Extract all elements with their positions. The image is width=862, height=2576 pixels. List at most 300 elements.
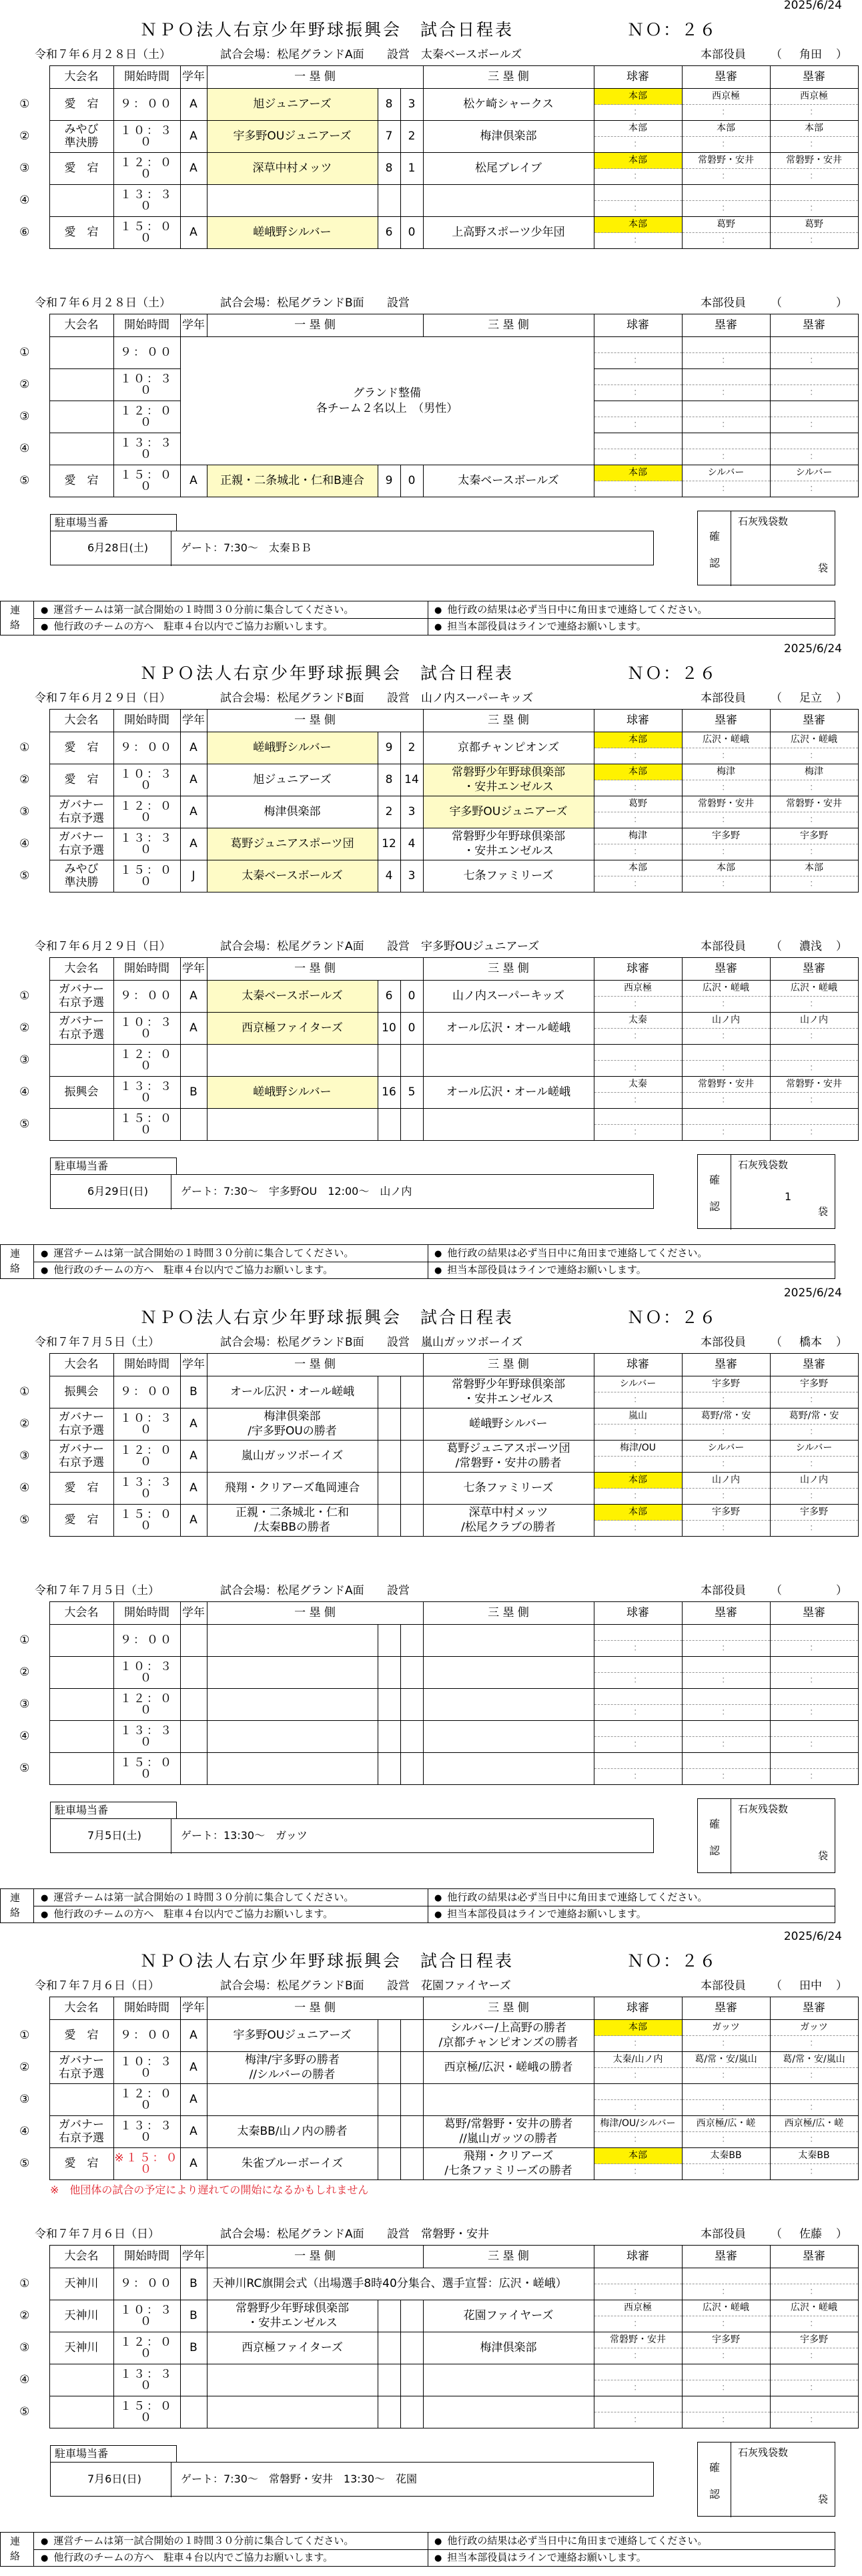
umpire-team: 広沢・嵯峨 [771,981,858,997]
doc-number: ＮＯ：２６ [627,664,718,683]
third-base-score: 0 [400,217,423,249]
bullet-icon: ● [434,1249,442,1259]
schedule-block [0,1581,862,1782]
setup-team: 設営 嵐山ガッツボーイズ [387,1336,523,1349]
umpire-team [683,433,770,449]
umpire-team: 西京極 [771,89,858,105]
base-umpire-cell [682,2332,770,2364]
confirm-char: 認 [709,2488,721,2501]
tournament-name [49,1689,113,1721]
umpire-team: 太秦 [594,1077,682,1093]
umpire-name-slot: ： [809,1707,819,1718]
tournament-name: 愛 宕 [49,2020,113,2052]
umpire-name-slot: ： [809,846,819,858]
third-base-score [400,2332,423,2364]
col-header-base-umpire: 塁審 [770,1354,858,1376]
base-umpire-cell [682,1013,770,1045]
umpire-team [771,1721,858,1737]
match-number: ① [0,2020,49,2052]
table-row [0,1689,858,1721]
umpire-name-slot: ： [721,2318,731,2330]
schedule-block [0,294,862,494]
umpire-team [771,2084,858,2100]
grade: B [180,2268,207,2300]
confirm-char: 認 [709,557,721,569]
tournament-name: 愛 宕 [49,732,113,764]
paren-close: ） [836,692,847,705]
third-base-team: 花園ファイヤーズ [423,2300,594,2332]
start-time: １３：３０ [113,433,180,465]
confirm-char: 確 [709,2461,721,2474]
col-header-base-umpire: 塁審 [682,2246,770,2268]
col-header-tournament: 大会名 [49,1997,113,2020]
umpire-team: 広沢・嵯峨 [683,732,770,748]
bullet-icon: ● [434,1910,442,1920]
base-umpire-cell [682,2052,770,2084]
match-number: ③ [0,153,49,185]
notes-label [1,1889,34,1922]
day-section [0,643,862,1287]
grade: B [180,2300,207,2332]
umpire-name-slot: ： [633,2382,642,2394]
match-number: ③ [0,1689,49,1721]
home-umpire-cell [594,217,682,249]
start-time: １２：００ [113,1045,180,1077]
base-umpire-cell [770,828,858,860]
umpire-name-slot: ： [721,1127,731,1138]
umpire-team: 広沢・嵯峨 [683,2300,770,2316]
col-header-start-time: 開始時間 [113,314,180,337]
lime-bag-check [697,511,835,585]
umpire-name-slot: ： [809,2134,819,2145]
col-header-base-umpire: 塁審 [770,710,858,732]
lime-bag-check [697,1798,835,1873]
tournament-name: 愛 宕 [49,764,113,796]
schedule-table [0,957,859,1141]
note-text: 担当本部役員はラインで連絡お願いします。 [447,1908,646,1920]
umpire-team: 葛/常・安/嵐山 [683,2052,770,2068]
document-date: 2025/6/24 [783,0,842,12]
officer-label: 本部役員 [701,1584,746,1597]
setup-team: 設営 花園ファイヤーズ [387,1979,511,1993]
umpire-name-slot: ： [721,139,731,150]
home-umpire-cell [594,401,682,433]
start-time: １０：３０ [113,2052,180,2084]
base-umpire-cell [682,153,770,185]
umpire-name-slot: ： [809,1459,819,1470]
tournament-name: 愛 宕 [49,153,113,185]
home-umpire-cell [594,796,682,828]
first-base-score [378,2084,400,2116]
col-header-no [0,1602,49,1625]
grade: A [180,2020,207,2052]
table-row [0,185,858,217]
note-text: 他行政の結果は必ず当日中に角田まで連絡してください。 [447,1247,708,1259]
contact-notes [0,1244,835,1279]
umpire-team [683,2084,770,2100]
umpire-team: 本部 [594,2020,682,2036]
table-row [0,1408,858,1441]
match-number: ④ [0,2116,49,2148]
base-umpire-cell [682,1505,770,1537]
base-umpire-cell [682,732,770,764]
tournament-name [49,2396,113,2428]
tournament-name: ガバナー 右京予選 [49,981,113,1013]
umpire-name-slot: ： [809,2382,819,2394]
lime-unit: 袋 [817,562,828,574]
table-row [0,796,858,828]
match-number: ② [0,369,49,401]
home-umpire-cell [594,2148,682,2180]
umpire-team [594,1689,682,1705]
home-umpire-cell [594,2364,682,2396]
umpire-team [771,1657,858,1673]
match-number: ① [0,337,49,369]
umpire-team [594,2084,682,2100]
start-time: １０：３０ [113,764,180,796]
umpire-name-slot: ： [809,1127,819,1138]
table-row [0,1109,858,1141]
umpire-team [771,433,858,449]
home-umpire-cell [594,1473,682,1505]
umpire-name-slot: ： [633,1394,642,1406]
tournament-name [49,369,113,401]
note-text: 他行政の結果は必ず当日中に角田まで連絡してください。 [447,2535,708,2547]
tournament-name: 愛 宕 [49,217,113,249]
base-umpire-cell [682,828,770,860]
home-umpire-cell [594,1013,682,1045]
tournament-name: みやび 準決勝 [49,121,113,153]
umpire-name-slot: ： [809,139,819,150]
match-number: ① [0,1376,49,1408]
table-row [0,2020,858,2052]
col-header-third-base: 三 塁 側 [423,2246,594,2268]
third-base-score: 3 [400,89,423,121]
first-base-score [378,2300,400,2332]
note-item [41,1909,333,1919]
third-base-team: 京都チャンピオンズ [423,732,594,764]
umpire-team [594,337,682,353]
note-text: 運営チームは第一試合開始の１時間３０分前に集合してください。 [53,603,354,615]
match-venue: 試合会場：松尾グランドB面 [220,692,364,705]
grade: A [180,1013,207,1045]
confirm-char: 認 [709,1844,721,1857]
table-row [0,828,858,860]
umpire-team [683,401,770,417]
home-umpire-cell [594,1408,682,1441]
first-base-team: 太秦ベースボールズ [207,981,378,1013]
umpire-name-slot: ： [809,782,819,794]
base-umpire-cell [770,89,858,121]
notes-label [1,2533,34,2566]
first-base-score [378,1441,400,1473]
officer-label: 本部役員 [701,296,746,310]
col-header-grade: 学年 [180,1354,207,1376]
tournament-name: ガバナー 右京予選 [49,1013,113,1045]
third-base-score: 14 [400,764,423,796]
umpire-name-slot: ： [721,1643,731,1654]
col-header-third-base: 三 塁 側 [423,314,594,337]
start-time: １０：３０ [113,1657,180,1689]
base-umpire-cell [770,796,858,828]
umpire-team: ガッツ [683,2020,770,2036]
umpire-name-slot: ： [633,1739,642,1750]
umpire-team: シルバー [771,465,858,481]
grade: A [180,1505,207,1537]
tournament-name: 愛 宕 [49,1473,113,1505]
umpire-name-slot: ： [721,483,731,495]
paren-close: ） [836,940,847,953]
officer-name: 濃浅 [799,940,822,953]
first-base-team: 宇多野OUジュニアーズ [207,121,378,153]
first-base-score [378,1505,400,1537]
officer-label: 本部役員 [701,1979,746,1993]
umpire-team [683,185,770,201]
umpire-name-slot: ： [633,2070,642,2081]
third-base-score [400,1045,423,1077]
umpire-name-slot: ： [633,235,642,246]
umpire-team [594,2396,682,2412]
day-section [0,1288,862,1931]
match-date: 令和７年７月５日（土） [35,1584,159,1597]
first-base-team [207,1625,378,1657]
lime-label: 石灰残袋数 [738,515,789,527]
base-umpire-cell [770,1505,858,1537]
home-umpire-cell [594,89,682,121]
match-number: ① [0,732,49,764]
home-umpire-cell [594,2052,682,2084]
table-row [0,2300,858,2332]
officer-label: 本部役員 [701,48,746,61]
col-header-base-umpire: 塁審 [682,314,770,337]
start-time: １３：３０ [113,1077,180,1109]
note-text: 他行政のチームの方へ 駐車４台以内でご協力お願いします。 [53,1264,334,1276]
umpire-name-slot: ： [809,2102,819,2113]
umpire-name-slot: ： [809,2414,819,2426]
day-section [0,0,862,643]
col-header-home-umpire: 球審 [594,1997,682,2020]
base-umpire-cell [682,337,770,369]
officer-label: 本部役員 [701,1336,746,1349]
base-umpire-cell [770,2116,858,2148]
umpire-name-slot: ： [721,999,731,1010]
parking-gate-note: ゲート：7:30～ 太秦ＢＢ [181,541,312,554]
third-base-team: 七条ファミリーズ [423,860,594,892]
contact-notes [0,1888,835,1923]
umpire-team: 葛野 [771,217,858,233]
parking-date: 6月29日(日) [87,1185,149,1198]
umpire-team [594,185,682,201]
umpire-name-slot: ： [809,2318,819,2330]
umpire-name-slot: ： [721,1491,731,1502]
schedule-table [0,314,859,497]
home-umpire-cell [594,185,682,217]
home-umpire-cell [594,2084,682,2116]
col-header-base-umpire: 塁審 [682,66,770,89]
table-row [0,2268,858,2300]
col-header-no [0,958,49,981]
first-base-score: 6 [378,217,400,249]
umpire-name-slot: ： [721,1394,731,1406]
base-umpire-cell [770,1721,858,1753]
bullet-icon: ● [434,1893,442,1903]
note-item [434,605,707,615]
umpire-name-slot: ： [721,1427,731,1438]
first-base-score: 2 [378,796,400,828]
umpire-team: 本部 [594,89,682,105]
notes-char: 連 [10,2535,21,2547]
notes-char: 絡 [10,2550,21,2562]
third-base-score [400,1376,423,1408]
umpire-team [683,1753,770,1769]
match-number: ② [0,764,49,796]
umpire-name-slot: ： [633,171,642,182]
umpire-team: 常磐野・安井 [683,1077,770,1093]
first-base-score: 6 [378,981,400,1013]
start-time: １３：３０ [113,2116,180,2148]
col-header-grade: 学年 [180,710,207,732]
col-header-third-base: 三 塁 側 [423,710,594,732]
umpire-team: 宇多野 [771,1505,858,1521]
note-text: 他行政の結果は必ず当日中に角田まで連絡してください。 [447,1891,708,1903]
tournament-name: 愛 宕 [49,89,113,121]
match-number: ③ [0,401,49,433]
grade [180,1721,207,1753]
paren-close: ） [836,2228,847,2241]
col-header-base-umpire: 塁審 [682,1602,770,1625]
col-header-third-base: 三 塁 側 [423,66,594,89]
umpire-name-slot: ： [721,1675,731,1686]
paren-open: （ [771,2228,782,2241]
umpire-team: ガッツ [771,2020,858,2036]
col-header-tournament: 大会名 [49,710,113,732]
schedule-block [0,1977,862,2196]
third-base-score [400,1657,423,1689]
first-base-team: 常磐野少年野球倶楽部 ・安井エンゼルス [207,2300,378,2332]
table-row [0,2052,858,2084]
match-number: ② [0,1408,49,1441]
start-time: １２：００ [113,1689,180,1721]
base-umpire-cell [770,2268,858,2300]
home-umpire-cell [594,1721,682,1753]
start-time: ９：００ [113,337,180,369]
tournament-name [49,1109,113,1141]
parking-date: 7月6日(日) [87,2473,141,2485]
start-time: ９：００ [113,89,180,121]
home-umpire-cell [594,433,682,465]
note-text: 運営チームは第一試合開始の１時間３０分前に集合してください。 [53,2535,354,2547]
first-base-score: 9 [378,465,400,497]
first-base-team [207,1753,378,1785]
umpire-name-slot: ： [809,171,819,182]
col-header-start-time: 開始時間 [113,1602,180,1625]
umpire-team: シルバー [683,1441,770,1457]
match-venue: 試合会場：松尾グランドB面 [220,1979,364,1993]
umpire-team: 葛野 [683,217,770,233]
first-base-score [378,2148,400,2180]
tournament-name: 天神川 [49,2300,113,2332]
document-title [0,664,862,686]
note-item [434,621,646,631]
base-umpire-cell [770,981,858,1013]
match-number: ④ [0,185,49,217]
doc-number: ＮＯ：２６ [627,1951,718,1971]
start-time: １０：３０ [113,121,180,153]
umpire-name-slot: ： [633,1675,642,1686]
table-row [0,2148,858,2180]
umpire-name-slot: ： [633,451,642,463]
first-base-score: 12 [378,828,400,860]
umpire-name-slot: ： [633,2350,642,2362]
table-row [0,1505,858,1537]
umpire-name-slot: ： [809,1427,819,1438]
third-base-team [423,1045,594,1077]
tournament-name: ガバナー 右京予選 [49,828,113,860]
first-base-team: 嵯峨野シルバー [207,217,378,249]
umpire-team: 宇多野 [683,2332,770,2348]
first-base-score [378,2396,400,2428]
match-date: 令和７年７月６日（日） [35,1979,159,1993]
first-base-score [378,1657,400,1689]
umpire-team: 本部 [594,1473,682,1489]
first-base-team: 朱雀ブルーボーイズ [207,2148,378,2180]
base-umpire-cell [770,2300,858,2332]
note-item [41,621,333,631]
umpire-name-slot: ： [633,1031,642,1042]
notes-label [1,1245,34,1278]
schedule-block [0,937,862,1137]
first-base-team: 嵯峨野シルバー [207,1077,378,1109]
lime-unit: 袋 [817,2493,828,2505]
grade: A [180,2116,207,2148]
home-umpire-cell [594,860,682,892]
umpire-team [771,2268,858,2284]
umpire-name-slot: ： [633,139,642,150]
grade [180,185,207,217]
third-base-score [400,2052,423,2084]
table-row [0,2116,858,2148]
setup-team: 設営 宇多野OUジュニアーズ [387,940,540,953]
match-number: ⑤ [0,465,49,497]
tournament-name [49,185,113,217]
first-base-score [378,1753,400,1785]
third-base-team: シルバー/上高野の勝者 /京都チャンピオンズの勝者 [423,2020,594,2052]
notes-divider [34,2549,835,2550]
umpire-name-slot: ： [809,2166,819,2177]
umpire-team [771,369,858,385]
umpire-team: 本部 [594,153,682,169]
start-time: １５：００ [113,217,180,249]
umpire-team: 本部 [771,860,858,876]
note-item [41,2553,333,2563]
home-umpire-cell [594,1505,682,1537]
table-row [0,1441,858,1473]
match-venue: 試合会場：松尾グランドA面 [220,940,364,953]
start-time: １０：３０ [113,1013,180,1045]
col-header-third-base: 三 塁 側 [423,1997,594,2020]
note-text: 他行政の結果は必ず当日中に角田まで連絡してください。 [447,603,708,615]
umpire-team: 葛野/常・安 [771,1408,858,1425]
umpire-team [771,1753,858,1769]
parking-label: 駐車場当番 [50,2445,177,2463]
tournament-name: 天神川 [49,2332,113,2364]
ground-maintenance-note: グランド整備 各チーム２名以上 （男性） [180,337,594,465]
setup-team: 設営 [387,1584,410,1597]
parking-row [50,2462,654,2497]
grade: A [180,764,207,796]
base-umpire-cell [682,860,770,892]
third-base-team: 太秦ベースボールズ [423,465,594,497]
